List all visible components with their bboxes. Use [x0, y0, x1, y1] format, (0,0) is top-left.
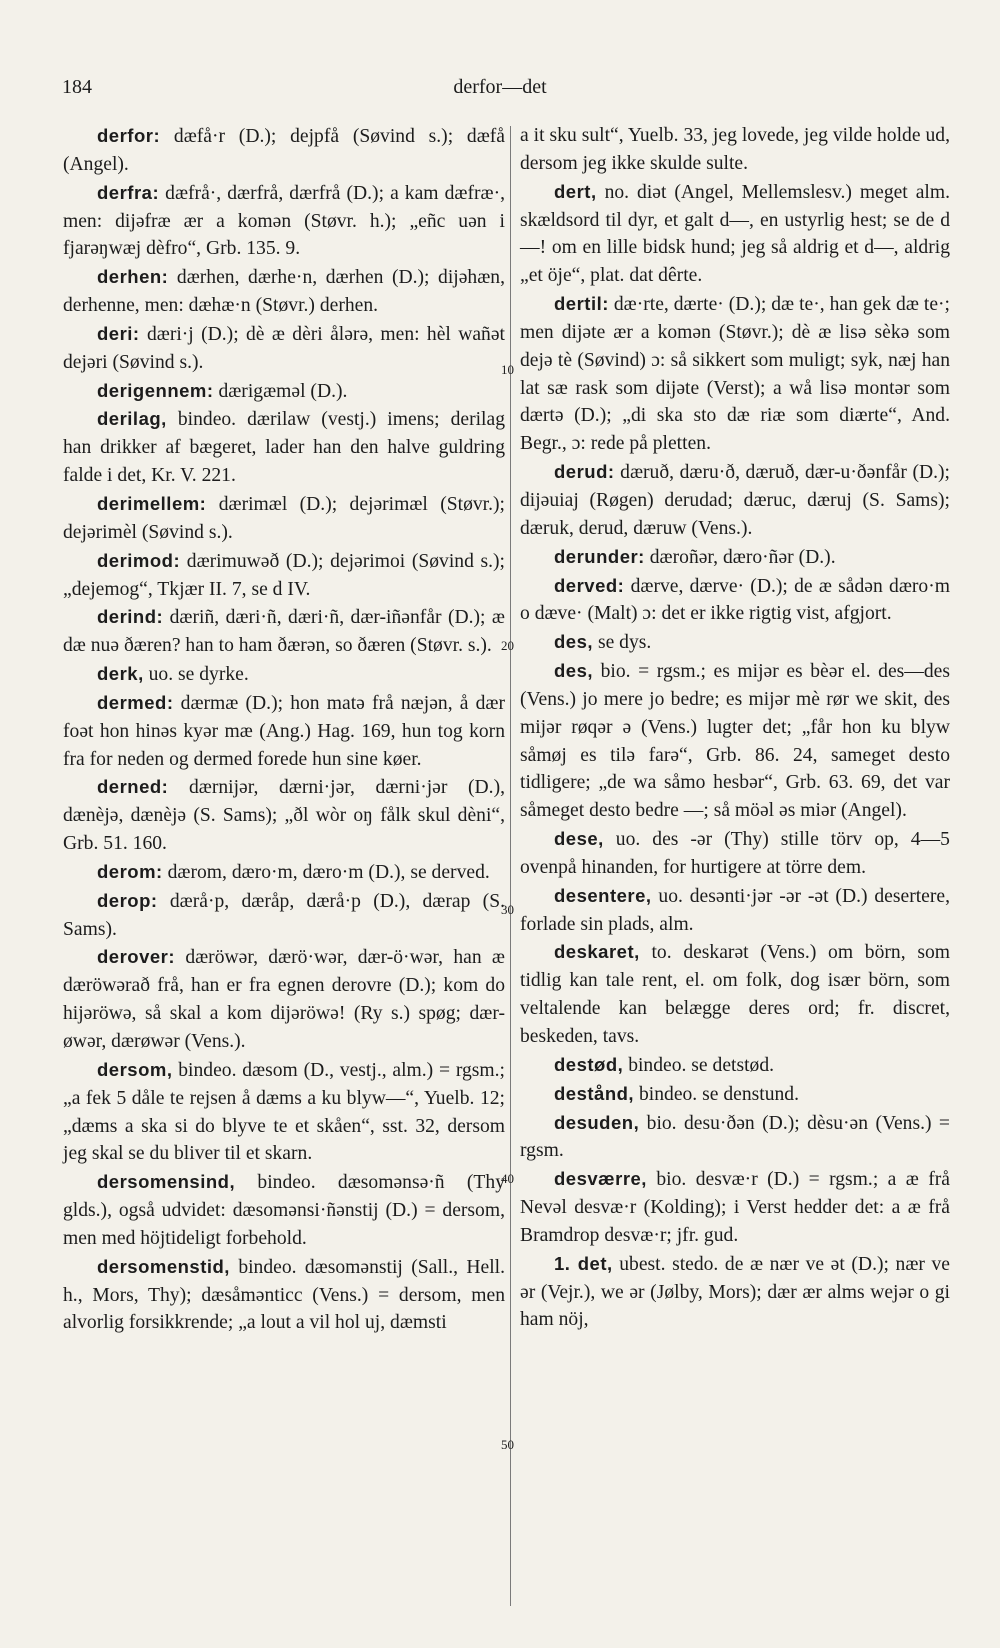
entry-body: uo. des -ər (Thy) stille törv op, 4—5 ovenpå hinanden, for hurtigere at törre dem. [520, 829, 950, 878]
entry-headword: derover: [97, 946, 176, 968]
entry-body: dærom, dæro·m, dæro·m (D.), se derved. [167, 861, 490, 883]
dictionary-entry [520, 458, 950, 543]
entry-headword: deskaret, [554, 941, 640, 963]
dictionary-entry [63, 320, 505, 377]
line-number: 10 [501, 362, 514, 377]
entry-headword: desuden, [554, 1111, 640, 1133]
dictionary-entry [63, 1253, 505, 1338]
entry-body: dæri·j (D.); dè æ dèri ålərə, men: hèl wañət dejəri (Søvind s.). [63, 323, 505, 373]
entry-body: se dys. [597, 632, 652, 654]
right-column [520, 122, 950, 1642]
entry-body: dærå·p, dæråp, dærå·p (D.), dærap (S. Sams). [63, 890, 505, 940]
dictionary-entry [63, 660, 505, 689]
dictionary-entry [520, 1080, 950, 1109]
entry-body: dærnijər, dærni·jər, dærni·jər (D.), dænèjə, dænèjə (S. Sams); „ðl wòr oŋ fålk skul dèni“, Grb. 51. 160. [63, 777, 505, 855]
entry-headword: derunder: [554, 545, 645, 567]
entry-body: dæfrå·, dærfrå, dærfrå (D.); a kam dæfræ·, men: dijəfræ ær a komən (Støvr. h.); „eñc uən i fjarəŋwæj dèfro“, Grb. 135. 9. [63, 182, 505, 260]
entry-headword: dersomenstid, [97, 1255, 230, 1277]
dictionary-entry [63, 773, 505, 858]
entry-body: uo. se dyrke. [148, 664, 249, 686]
entry-headword: dert, [554, 180, 597, 202]
dictionary-entry [520, 938, 950, 1050]
entry-headword: derimod: [97, 549, 181, 571]
dictionary-entry [520, 290, 950, 458]
line-number: 40 [501, 1171, 514, 1186]
dictionary-entry [520, 657, 950, 825]
dictionary-entry [520, 572, 950, 629]
entry-body: bindeo. dæsom (D., vestj., alm.) = rgsm.; „a fek 5 dåle te rejsen å dæms a ku blyw—“, Yuelb. 12; „dæms a ska si do blyve te et skåen“, sst. 32, dersom jeg skal se du bliver til et skarn. [63, 1059, 505, 1165]
entry-body: no. diət (Angel, Mellemslesv.) meget alm. skældsord til dyr, et galt d—, en ustyrlig hest; se de d—! om en lille bidsk hund; jeg så aldrig et d—, aldrig „et öje“, plat. dat dêrte. [520, 181, 950, 287]
entry-headword: derved: [554, 574, 625, 596]
entry-headword: derhen: [97, 266, 169, 288]
entry-body: ubest. stedo. de æ nær ve ət (D.); nær ve ər (Vejr.), we ər (Jølby, Mors); dær ær alms wejər o gi ham nöj, [520, 1253, 950, 1331]
entry-headword: destånd, [554, 1082, 635, 1104]
page-number: 184 [62, 76, 92, 98]
entry-headword: dese, [554, 828, 604, 850]
dictionary-entry [63, 263, 505, 320]
dictionary-entry [63, 1168, 505, 1253]
dictionary-entry [520, 122, 950, 178]
entry-body: dærve, dærve· (D.); de æ sådən dæro·m o dæve· (Malt) ɔ: det er ikke rigtig vist, afgjort. [520, 575, 950, 625]
entry-body: dærhen, dærhe·n, dærhen (D.); dijəhæn, derhenne, men: dæhæ·n (Støvr.) derhen. [63, 267, 505, 317]
entry-headword: dersomensind, [97, 1171, 236, 1193]
entry-body: bio. desu·ðən (D.); dèsu·ən (Vens.) = rgsm. [520, 1112, 950, 1162]
entry-headword: deri: [97, 322, 140, 344]
entry-headword: derilag, [97, 408, 167, 430]
line-number: 50 [501, 1437, 514, 1452]
entry-headword: destød, [554, 1053, 624, 1075]
dictionary-entry [63, 887, 505, 944]
entry-body: dæ·rte, dærte· (D.); dæ te·, han gek dæ te·; men dijəte ær a komən (Støvr.); dè æ lisə sèkə som dejə tè (Søvind) ɔ: så sikkert som muligt; syk, næj han lat sæ rask som dijəte (Verst); a wå lisə montər som dærtə (D.); „di ska sto dæ riæ som diærte“, And. Begr., ɔ: rede på pletten. [520, 294, 950, 455]
dictionary-entry [520, 178, 950, 290]
entry-body: bindeo. se denstund. [638, 1083, 799, 1105]
entry-body: bio. = rgsm.; es mijər es bèər el. des—des (Vens.) jo mere jo bedre; es mijər mè rør we skit, des mijər røqər ə (Vens.) lugter det; „får hon ku blyw såmøj es tilə farə“, Grb. 86. 24, sameget desto tidligere; „de wa såmo hesbər“, Grb. 63. 69, det var såmeget desto bedre —; så möəl əs miər (Angel). [520, 661, 950, 822]
entry-headword: dertil: [554, 293, 609, 315]
entry-body: dæfå·r (D.); dejpfå (Søvind s.); dæfå (Angel). [63, 126, 505, 175]
dictionary-entry [63, 122, 505, 179]
entry-body: dærmæ (D.); hon matə frå næjən, å dær foət hon hinəs kyər mæ (Ang.) Hag. 169, hun tog korn fra for neden og dermed forede hun sine køer. [63, 692, 505, 770]
left-column [63, 122, 505, 1642]
dictionary-entry [63, 490, 505, 547]
entry-body: to. deskarət (Vens.) om börn, som tidlig kan tale rent, el. om folk, dog især börn, som veltalende kan belægge deres ord; fr. discret, beskeden, tavs. [520, 942, 950, 1047]
entry-headword: dersom, [97, 1058, 173, 1080]
dictionary-entry [520, 1109, 950, 1166]
dictionary-entry [63, 858, 505, 887]
dictionary-entry [63, 179, 505, 264]
entry-headword: derfra: [97, 181, 160, 203]
entry-headword: derom: [97, 860, 163, 882]
dictionary-entry [520, 1165, 950, 1250]
entry-body: dæroñər, dæro·ñər (D.). [649, 546, 836, 568]
line-number: 20 [501, 638, 514, 653]
dictionary-entry [520, 1051, 950, 1080]
entry-headword: 1. det, [554, 1252, 613, 1274]
entry-headword: desværre, [554, 1168, 647, 1190]
dictionary-entry [63, 547, 505, 604]
entry-body: dærimuwəð (D.); dejərimoi (Søvind s.); „dejemog“, Tkjær II. 7, se d IV. [63, 550, 505, 600]
entry-headword: derimellem: [97, 492, 207, 514]
entry-body: bio. desvæ·r (D.) = rgsm.; a æ frå Nevəl desvæ·r (Kolding); i Verst hedder det: a æ frå Bramdrop desvæ·r; jfr. gud. [520, 1169, 950, 1246]
entry-body: bindeo. dæsomənsə·ñ (Thy glds.), også udvidet: dæsomənsi·ñənstij (D.) = dersom, men med höjtideligt forbehold. [63, 1172, 505, 1249]
entry-headword: derind: [97, 606, 164, 628]
entry-body: bindeo. dærilaw (vestj.) imens; derilag han drikker af bægeret, lader han den halve guldring falde i det, Kr. V. 221. [63, 409, 505, 487]
dictionary-entry [520, 543, 950, 572]
entry-headword: derigennem: [97, 379, 214, 401]
dictionary-entry [63, 689, 505, 774]
dictionary-entry [63, 603, 505, 660]
entry-body: dæröwər, dærö·wər, dær-ö·wər, han æ dæröwərað frå, han er fra egnen derovre (D.); kom do hijəröwə, så skal a kom dijəröwə! (Ry s.) spøg; dær-øwər, dærøwər (Vens.). [63, 947, 505, 1052]
entry-headword: derop: [97, 889, 158, 911]
entry-headword: derud: [554, 461, 615, 483]
dictionary-entry [520, 1250, 950, 1335]
column-divider [510, 126, 511, 1606]
entry-headword: derk, [97, 663, 144, 685]
dictionary-entry [63, 1056, 505, 1168]
dictionary-entry [520, 882, 950, 939]
dictionary-entry [63, 377, 505, 406]
entry-headword: dermed: [97, 691, 174, 713]
dictionary-entry [520, 825, 950, 882]
entry-body: dærimæl (D.); dejərimæl (Støvr.); dejərimèl (Søvind s.). [63, 493, 505, 543]
entry-headword: derfor: [97, 125, 161, 146]
entry-headword: desentere, [554, 884, 652, 906]
entry-body: bindeo. se detstød. [628, 1054, 775, 1076]
dictionary-entry [520, 628, 950, 657]
dictionary-entry [63, 405, 505, 490]
entry-body: bindeo. dæsomənstij (Sall., Hell. h., Mors, Thy); dæsåmənticc (Vens.) = dersom, men alvorlig forsikkrende; „a lout a vil hol uj, dæmsti [63, 1256, 505, 1334]
entry-body: dæruð, dæru·ð, dæruð, dær-u·ðənfår (D.); dijəuiaj (Røgen) derudad; dæruc, dæruj (S. Sams); dæruk, derud, dæruw (Vens.). [520, 462, 950, 539]
entry-headword: des, [554, 660, 594, 682]
entry-body: a it sku sult“, Yuelb. 33, jeg lovede, jeg vilde holde ud, dersom jeg ikke skulde sulte. [520, 125, 950, 174]
entry-headword: derned: [97, 776, 169, 798]
line-number: 30 [501, 902, 514, 917]
entry-body: dærigæməl (D.). [218, 380, 348, 402]
running-head: derfor—det [453, 76, 547, 98]
entry-body: dæriñ, dæri·ñ, dæri·ñ, dær-iñənfår (D.); æ dæ nuə ðæren? han to ham ðærən, so ðæren (Støvr. s.). [63, 607, 505, 657]
entry-headword: des, [554, 631, 594, 653]
entry-body: uo. desənti·jər -ər -ət (D.) desertere, forlade sin plads, alm. [520, 885, 950, 935]
dictionary-entry [63, 943, 505, 1055]
